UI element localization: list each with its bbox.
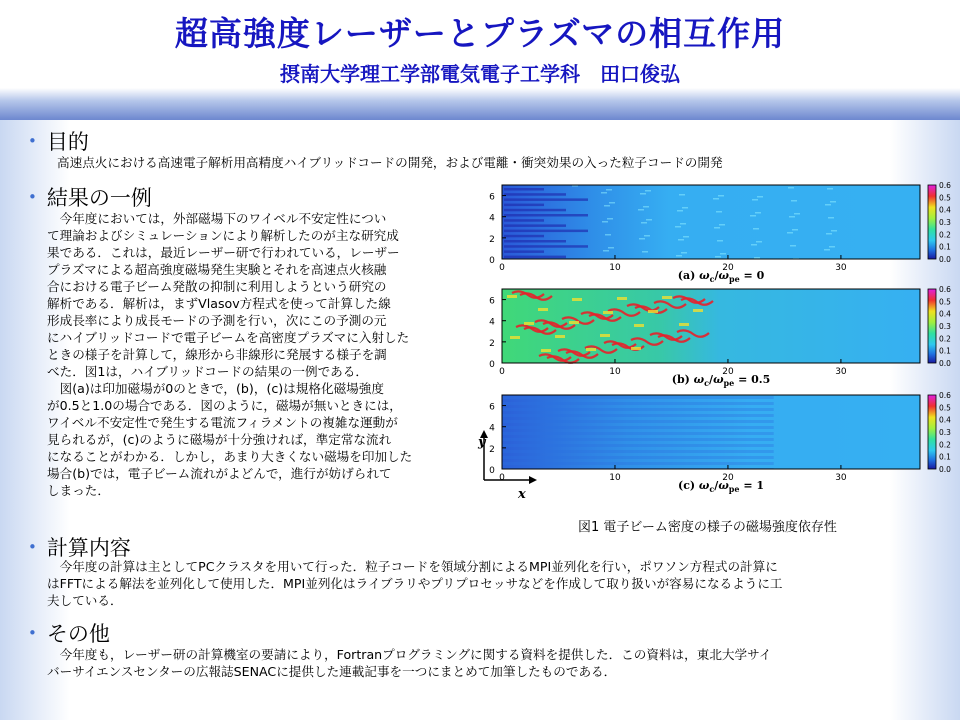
y-tick-label: 0 bbox=[489, 466, 495, 476]
colorbar-tick-label: 0.4 bbox=[939, 309, 951, 319]
panel-label: (c) $\omega_c/\omega_{pe} = 1$ bbox=[677, 479, 765, 494]
figure-svg bbox=[470, 180, 960, 510]
colorbar-tick-label: 0.0 bbox=[939, 359, 951, 368]
purpose-text: 高速点火における高速電子解析用高精度ハイブリッドコードの開発，および電離・衝突効果の入った粒子コードの開発 bbox=[57, 155, 723, 170]
plot-panel-a bbox=[489, 181, 951, 284]
y-tick-label: 2 bbox=[489, 234, 495, 245]
computation-text: 今年度の計算は主としてPCクラスタを用いて行った．粒子コードを領域分割によるMPI並列化を行い，ポワソン方程式の計算に はFFTによる解法を並列化して使用した．MPI並列化はライブラリやプリプロセッサなどを作成して取り扱いが容易になるように工 夫している． bbox=[47, 559, 783, 608]
y-tick-label: 4 bbox=[489, 423, 495, 434]
y-tick-label: 0 bbox=[489, 256, 495, 266]
x-tick-label: 20 bbox=[722, 473, 734, 483]
x-tick-label: 10 bbox=[609, 367, 621, 377]
page-title: 超高強度レーザーとプラズマの相互作用 bbox=[174, 14, 786, 53]
x-tick-label: 10 bbox=[609, 263, 621, 273]
colorbar-tick-label: 0.5 bbox=[939, 297, 951, 307]
header-band bbox=[0, 88, 960, 120]
x-tick-label: 0 bbox=[499, 263, 505, 273]
bullet-icon: • bbox=[28, 188, 37, 206]
y-tick-label: 0 bbox=[489, 360, 495, 370]
bullet-icon: • bbox=[28, 624, 37, 642]
section-heading-computation: • 計算内容 bbox=[28, 536, 131, 560]
plot-panel-b bbox=[489, 285, 951, 388]
other-text: 今年度も，レーザー研の計算機室の要請により，Fortranプログラミングに関する資料を提供した．この資料は，東北大学サイ バーサイエンスセンターの広報誌SENACに提供した連載記事を一つにまとめて加筆したものである． bbox=[47, 647, 772, 679]
section-heading-purpose: • 目的 bbox=[28, 130, 89, 154]
plot-panel-c bbox=[489, 391, 951, 494]
figure-panels bbox=[489, 181, 951, 494]
figure-1 bbox=[470, 180, 960, 510]
x-tick-label: 30 bbox=[835, 473, 847, 483]
colorbar-tick-label: 0.0 bbox=[939, 255, 951, 264]
section-heading-other: • その他 bbox=[28, 622, 110, 646]
colorbar-tick-label: 0.3 bbox=[939, 322, 951, 331]
colorbar-tick-label: 0.2 bbox=[939, 230, 951, 240]
colorbar-tick-label: 0.6 bbox=[939, 285, 951, 294]
y-tick-label: 2 bbox=[489, 338, 495, 349]
colorbar-tick-label: 0.3 bbox=[939, 428, 951, 437]
x-tick-label: 0 bbox=[499, 473, 505, 483]
figure-caption: 図1 電子ビーム密度の様子の磁場強度依存性 bbox=[578, 520, 837, 535]
x-tick-label: 0 bbox=[499, 367, 505, 377]
section-heading-results: • 結果の一例 bbox=[28, 186, 152, 210]
y-tick-label: 4 bbox=[489, 317, 495, 328]
colorbar-tick-label: 0.2 bbox=[939, 440, 951, 450]
colorbar-tick-label: 0.1 bbox=[939, 242, 951, 252]
colorbar-tick-label: 0.2 bbox=[939, 334, 951, 344]
colorbar-tick-label: 0.5 bbox=[939, 193, 951, 203]
bullet-icon: • bbox=[28, 132, 37, 150]
axis-label-x: x bbox=[518, 487, 526, 502]
colorbar-tick-label: 0.6 bbox=[939, 391, 951, 400]
results-text: 今年度においては，外部磁場下のワイベル不安定性につい て理論およびシミュレーションにより解析したのが主な研究成 果である．これは，最近レーザー研で行われている，レーザー プラズマによる超高強度磁場発生実験とそれを高速点火核融 合における電子ビーム発散の抑制に利用しようという研究の 解析である．解析は，まずVlasov方程式を使って計算した線 形成長率により成長モードの予測を行い，次にこの予測の元 にハイブリッドコードで電子ビームを高密度プラズマに入射した ときの様子を計算して，線形から非線形に発展する様子を調 べた．図1は，ハイブリッドコードの結果の一例である． 図(a)は印加磁場が0のときで，(b)，(c)は規格化磁場強度 が0.5と1.0の場合である．図のように，磁場が無いときには， ワイベル不安定性で発生する電流フィラメントの複雑な運動が 見られるが，(c)のように磁場が十分強ければ，準定常な流れ になることがわかる．しかし，あまり大きくない磁場を印加した 場合(b)では，電子ビーム流れがよどんで，進行が妨げられて しまった． bbox=[47, 211, 413, 498]
colorbar-tick-label: 0.1 bbox=[939, 346, 951, 356]
colorbar-tick-label: 0.5 bbox=[939, 403, 951, 413]
bullet-icon: • bbox=[28, 538, 37, 556]
colorbar-tick-label: 0.0 bbox=[939, 465, 951, 474]
panel-label: (a) $\omega_c/\omega_{pe} = 0$ bbox=[677, 269, 765, 284]
y-tick-label: 6 bbox=[489, 296, 495, 307]
colorbar-tick-label: 0.6 bbox=[939, 181, 951, 190]
page-subtitle: 摂南大学理工学部電気電子工学科 田口俊弘 bbox=[280, 62, 680, 86]
x-tick-label: 20 bbox=[722, 367, 734, 377]
x-tick-label: 30 bbox=[835, 263, 847, 273]
y-tick-label: 2 bbox=[489, 444, 495, 455]
y-tick-label: 4 bbox=[489, 213, 495, 224]
y-tick-label: 6 bbox=[489, 192, 495, 203]
panel-label: (b) $\omega_c/\omega_{pe} = 0.5$ bbox=[671, 373, 771, 388]
colorbar bbox=[928, 181, 951, 264]
colorbar bbox=[928, 285, 951, 368]
x-tick-label: 20 bbox=[722, 263, 734, 273]
colorbar-tick-label: 0.1 bbox=[939, 452, 951, 462]
colorbar-tick-label: 0.4 bbox=[939, 205, 951, 215]
colorbar-tick-label: 0.3 bbox=[939, 218, 951, 227]
axis-label-y: y bbox=[478, 435, 486, 450]
colorbar-tick-label: 0.4 bbox=[939, 415, 951, 425]
colorbar bbox=[928, 391, 951, 474]
x-tick-label: 30 bbox=[835, 367, 847, 377]
x-tick-label: 10 bbox=[609, 473, 621, 483]
y-tick-label: 6 bbox=[489, 402, 495, 413]
